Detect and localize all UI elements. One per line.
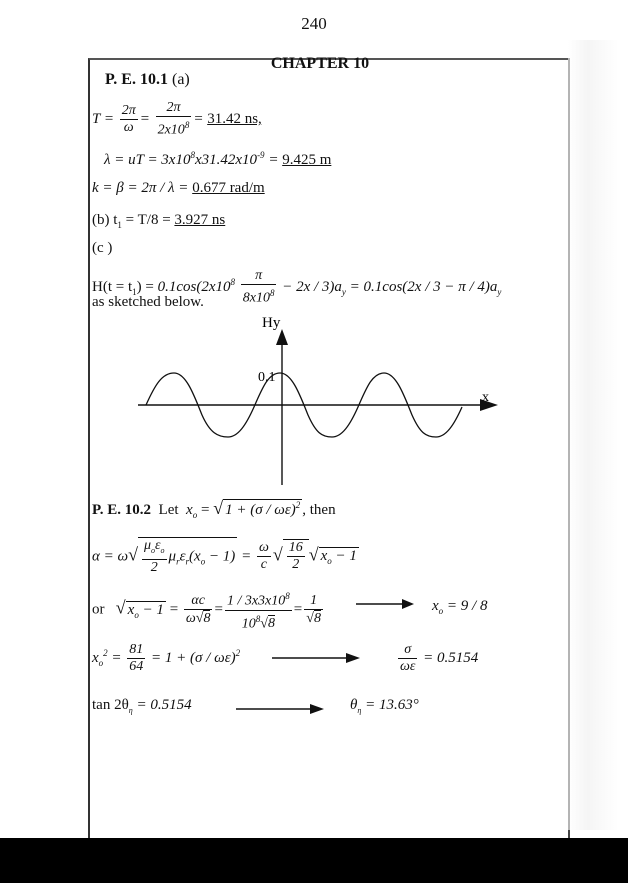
sketch-text: as sketched below. xyxy=(92,294,204,310)
xo-result xyxy=(432,598,487,616)
pe-10-2-intro: Let xyxy=(158,502,179,518)
field-lhs-sub: 1 xyxy=(132,286,137,297)
pe-10-1-label: P. E. 10.1 xyxy=(105,71,168,88)
field-fraction xyxy=(241,268,277,307)
part-b-sub: 1 xyxy=(117,220,122,230)
frac-denominator: ωε xyxy=(400,659,416,674)
xo-symbol: x xyxy=(432,598,439,614)
part-a-label: (a) xyxy=(171,71,190,88)
frac-denominator: c xyxy=(260,557,267,573)
theta-result xyxy=(350,697,419,715)
wavelength-result: 9.425 m xyxy=(282,152,332,168)
or-sqrt xyxy=(126,601,166,620)
field-rest: − 2x / 3)a xyxy=(278,278,342,295)
alpha-paren-end: − 1) xyxy=(205,548,236,565)
pe-10-2-label: P. E. 10.2 xyxy=(92,502,152,518)
equals-sign: = xyxy=(107,649,126,666)
graph-y-arrow xyxy=(276,329,288,345)
mu-r-sub: r xyxy=(176,556,180,567)
equals-sign: = xyxy=(264,152,283,168)
sqrt-sign: √ xyxy=(272,544,283,565)
theta-sub: η xyxy=(357,706,362,715)
scan-edge-shadow xyxy=(568,40,618,830)
wavelength-exp-2: -9 xyxy=(257,150,265,160)
sqrt-sign: √ xyxy=(213,498,224,518)
xo-squared-rest-exp: 2 xyxy=(235,647,241,658)
mu-r: μ xyxy=(168,548,177,565)
frac-denominator xyxy=(156,117,192,139)
alpha-paren-sub: o xyxy=(200,556,206,567)
field-eq-2: = 0.1cos(2x / 3 − π / 4)a xyxy=(345,278,498,295)
wavelength-part-2: x31.42x10 xyxy=(194,152,258,168)
wavenumber-result: 0.677 rad/m xyxy=(192,180,265,196)
theta-symbol: θ xyxy=(350,697,358,713)
field-cos-exp: 8 xyxy=(230,276,235,287)
sixteen-over-two xyxy=(287,540,305,573)
equals-sign: = xyxy=(197,502,214,518)
alpha-sqrt-2 xyxy=(283,539,309,573)
wavelength-equation xyxy=(104,150,331,169)
frac-numerator: αc xyxy=(184,593,213,610)
xo-squared-equation xyxy=(92,642,240,675)
field-lhs: H(t = t xyxy=(92,278,133,295)
frac-numerator: 16 xyxy=(288,540,303,556)
frac-numerator: π xyxy=(241,268,277,285)
minus-one: − 1 xyxy=(138,601,164,618)
frac-numerator: ω xyxy=(258,540,269,556)
tan-lhs: tan 2θ xyxy=(92,697,129,713)
frac-numerator: 81 xyxy=(129,642,144,657)
frac-den-base: 2x10 xyxy=(157,122,185,138)
frac-denominator: 2 xyxy=(150,559,158,575)
alpha-sqrt-3 xyxy=(319,547,359,566)
frac-num-exp: 8 xyxy=(285,591,290,601)
graph-x-label: x xyxy=(482,390,489,405)
part-b-rest: = T/8 = xyxy=(121,212,175,228)
equals-sign: = xyxy=(165,601,182,618)
frac-numerator: 1 xyxy=(304,593,323,610)
frac-numerator xyxy=(142,538,167,560)
alpha-c-fraction xyxy=(184,593,213,627)
graph-amplitude-label: 0.1 xyxy=(258,370,276,385)
frac-denominator: ω xyxy=(123,119,134,135)
field-rest-sub: y xyxy=(341,286,346,297)
wavenumber-equation xyxy=(92,180,265,197)
eps-o: ε xyxy=(155,538,161,553)
period-equation: T = $\frac{2\pi}{\omega}$ = $\frac{2\pi}{2x10^8}$ = 31.42 ns, xyxy=(92,100,262,138)
frac-denominator xyxy=(241,285,277,307)
or-text: or xyxy=(92,601,105,618)
period-result: 31.42 ns, xyxy=(207,110,262,127)
alpha-equation xyxy=(92,537,359,576)
pe-10-1-heading xyxy=(105,71,190,89)
omega-over-c xyxy=(257,540,271,573)
xo-sub: o xyxy=(192,510,198,520)
chapter-title: CHAPTER 10 xyxy=(270,55,370,72)
part-b-equation xyxy=(92,212,225,230)
mu-o: μ xyxy=(143,538,152,553)
wavelength-exp-1: 8 xyxy=(190,150,195,160)
scan-bottom-bar xyxy=(0,838,628,883)
field-cos-1: 0.1cos(2x10 xyxy=(157,278,231,295)
omega: ω xyxy=(185,611,196,627)
frac-denominator: ω√8 xyxy=(185,611,211,627)
eps-r-sub: r xyxy=(185,556,190,567)
minus-one: − 1 xyxy=(331,548,357,565)
sqrt-sign: √ xyxy=(308,544,319,565)
xo-sub: o xyxy=(327,556,332,567)
frac-numerator: 2π xyxy=(156,100,192,117)
wavelength-part-1: λ = uT = 3x10 xyxy=(104,152,191,168)
field-lhs-end: ) = xyxy=(136,278,158,295)
part-b-label: (b) t xyxy=(92,212,118,228)
frac-denominator: 2 xyxy=(292,557,300,573)
xo-symbol: x xyxy=(127,601,135,618)
xo-symbol: x xyxy=(320,548,328,565)
eighty-one-over-sixty-four xyxy=(127,642,145,675)
then-text: , then xyxy=(302,502,336,518)
eps-o-sub: o xyxy=(160,545,165,555)
xo-sqrt-body: 1 + (σ / ωε) xyxy=(225,502,296,518)
sigma-over-omega-eps xyxy=(398,642,417,675)
hy-sketch-graph xyxy=(130,315,510,485)
frac-den-base: 8x10 xyxy=(242,290,270,306)
mu-o-sub: o xyxy=(151,545,156,555)
graph-y-label: Hy xyxy=(262,315,281,331)
xo-value: = 9 / 8 xyxy=(443,598,488,614)
tan-sub: η xyxy=(128,706,133,715)
xo-sqrt xyxy=(223,499,302,519)
part-c-label: (c ) xyxy=(92,240,113,256)
frac-denominator: $10^8√8$ xyxy=(241,613,275,632)
page-number: 240 xyxy=(301,14,327,33)
tan-equation xyxy=(92,697,192,715)
alpha-inner-fraction xyxy=(142,538,167,576)
root-eight: 8 xyxy=(313,611,321,627)
xo-symbol: x xyxy=(186,502,193,518)
alpha-paren: (x xyxy=(189,548,201,565)
root-eight: 8 xyxy=(267,616,275,632)
tan-value: = 0.5154 xyxy=(132,697,192,713)
loss-tangent-result xyxy=(396,642,478,675)
frac-num-base: 1 / 3x3x10 xyxy=(226,593,286,609)
part-b-result: 3.927 ns xyxy=(174,212,226,228)
frac-den-exp: 8 xyxy=(255,613,261,624)
arrow-icon xyxy=(272,651,362,665)
loss-tangent-value: = 0.5154 xyxy=(419,649,479,666)
xo-sub: o xyxy=(98,657,104,668)
pe-10-2-line xyxy=(92,498,336,520)
or-equation: or √ $x_o - 1$ = $\frac{\alpha c}{\omega√8}$ = $\frac{1 / 3x3x10^8}{10^8√8}$ = $\frac{1}{√8}$ xyxy=(92,588,325,632)
one-over-root-eight xyxy=(304,593,323,627)
equals-sign: = xyxy=(237,548,255,565)
period-fraction-1 xyxy=(120,103,138,136)
frac-den-exp: 8 xyxy=(184,120,190,130)
sqrt-sign: √ xyxy=(115,597,126,618)
theta-value: = 13.63° xyxy=(361,697,419,713)
arrow-icon xyxy=(236,702,326,716)
xo-sqrt-exp: 2 xyxy=(295,500,301,510)
root-eight: 8 xyxy=(203,611,211,627)
xo-sub: o xyxy=(134,609,139,620)
xo-squared-rest: = 1 + (σ / ωε) xyxy=(147,649,236,666)
period-fraction-2 xyxy=(156,100,192,139)
frac-numerator: 2π xyxy=(121,102,136,118)
alpha-lhs: α = ω xyxy=(92,548,129,565)
xo-exp: 2 xyxy=(103,647,108,658)
frac-denominator: 64 xyxy=(129,659,144,674)
field-eq-2-sub: y xyxy=(497,286,502,297)
wavenumber-lhs: k = β = 2π / λ = xyxy=(92,180,189,196)
period-lhs: T = xyxy=(92,110,114,127)
frac-numerator: σ xyxy=(398,642,417,659)
alpha-sqrt-1 xyxy=(138,537,237,576)
frac-numerator xyxy=(225,588,292,611)
eps-r: ε xyxy=(179,548,186,565)
numeric-fraction xyxy=(225,588,292,632)
frac-denominator: √8 xyxy=(306,611,321,627)
frac-den-exp: 8 xyxy=(269,288,275,298)
sqrt-sign: √ xyxy=(128,544,138,565)
xo-symbol: x xyxy=(92,649,99,666)
frac-den-base: 10 xyxy=(241,616,256,632)
arrow-icon xyxy=(356,597,416,611)
xo-sub: o xyxy=(438,606,444,616)
